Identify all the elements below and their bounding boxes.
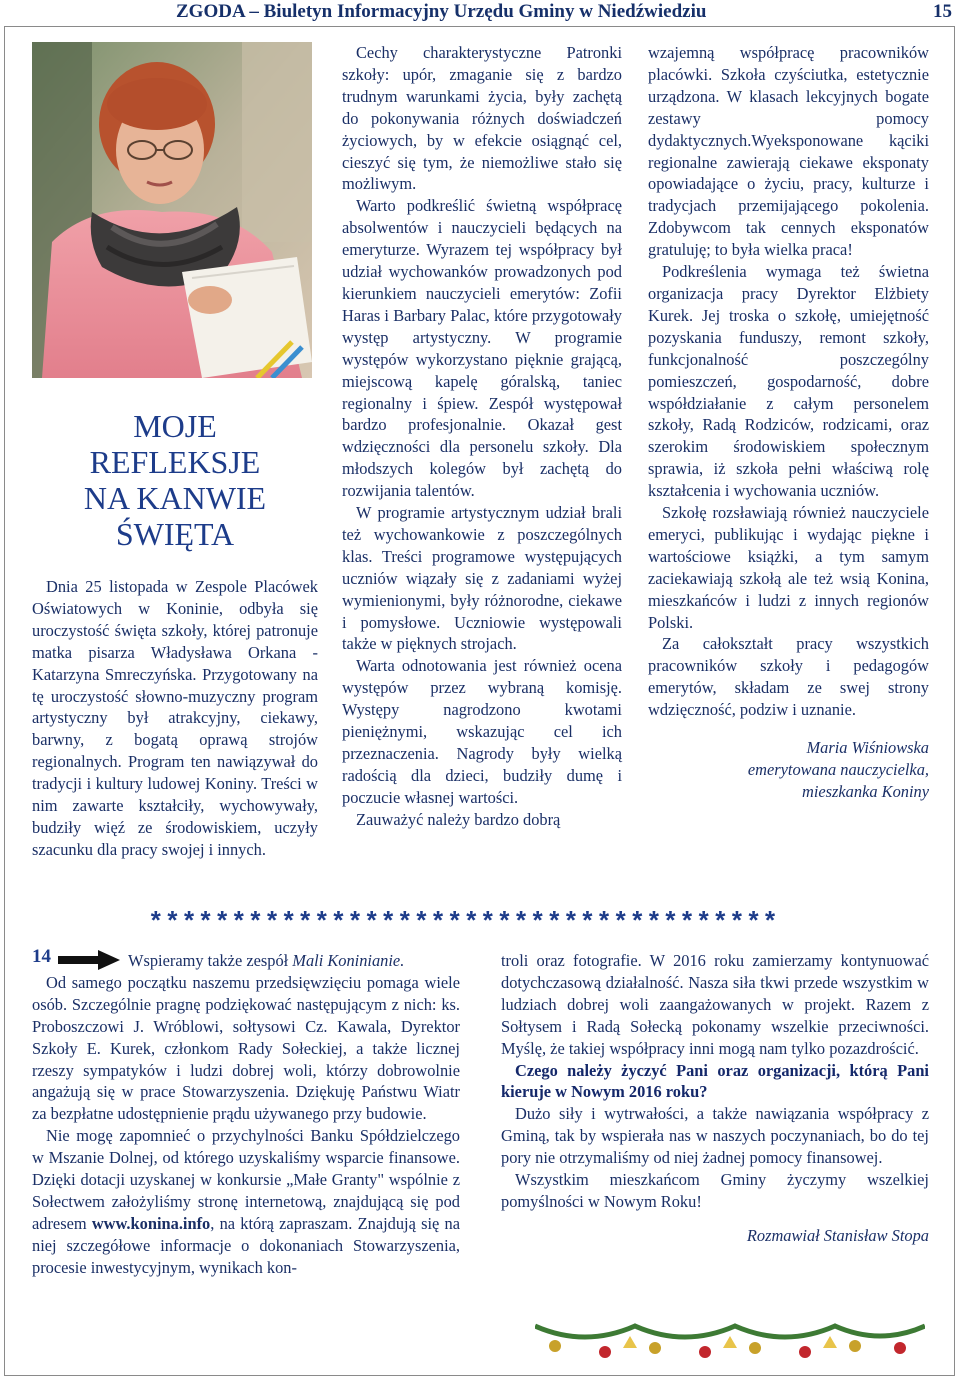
group-name: Mali Koninianie. <box>292 951 405 970</box>
paragraph-text: Nie mogę zapomnieć o przychylności Banku Spółdzielczego w Mszanie Dolnej, od którego uzyskaliśmy wsparcie finansowe. Dzięki dotacji uzyskanej w konkursie „Małe Granty" wspólnie z Sołectwem założyliśmy stronę internetową, znajdującą się pod adresem <box>32 1126 460 1233</box>
article-paragraph: Dnia 25 listopada w Zespole Placówek Oświatowych w Koninie, odbyła się uroczystość święta szkoły, której patronuje matka pisarza Władysława Orkana - Katarzyna Smreczyńska. Przygotowany na tę uroczystość słowno-muzyczny program artystyczny był atrakcyjny, ciekawy, barwny, z bogatą oprawą strojów regionalnych. Program ten nawiązywał do tradycji i kultury ludowej Koniny. Treści w nim zawarte kształciły, wychowywały, budziły więź ze środowiskiem, uczyły szacunku dla pracy swojej i innych. <box>32 577 318 859</box>
article-column-3 <box>648 42 929 803</box>
article-paragraph: Od samego początku naszemu przedsięwzięciu pomaga wiele osób. Szczególnie pragnę podziękować następującym z nich: ks. Proboszczowi J. Wróblowi, sołtysowi Cz. Kawala, Dyrektor Szkoły E. Kurek, członkom Rady Sołeckiej, a także licznej rzeszy sympatyków i ludzi dobrej woli, którzy dobrowolnie angażują się w prace Stowarzyszenia. Dziękuję Państwu Wiatr za bezpłatne udostępnienie prądu używanego przy budowie. <box>32 972 460 1124</box>
page-header <box>0 0 960 26</box>
continuation-column-right <box>501 950 929 1247</box>
article-paragraph: Warto podkreślić świetną współpracę absolwentów i nauczycieli będących na emeryturze. Wyrazem tej współpracy był udział wychowanków prowadzonych pod kierunkiem nauczycieli emerytów: Zofii Haras i Barbary Palac, które przygotowały występ artystyczny. W programie występów wykorzystano pięknie grającą, miejscową kapelę góralską, taniec regionalny i śpiew. Zespół występował bardzo profesjonalnie. Okazał gest wdzięczności dla personelu szkoły. Dla młodszych kolegów był zachętą do rozwijania talentów. <box>342 196 622 501</box>
article-column-2 <box>342 42 622 831</box>
star-separator: ************************************** <box>148 908 779 938</box>
signature-line: mieszkanka Koniny <box>801 781 929 801</box>
continued-from-page-number: 14 <box>32 946 51 967</box>
christmas-garland-icon <box>535 1318 925 1368</box>
article-paragraph: Podkreślenia wymaga też świetna organizacja pracy Dyrektor Elżbiety Kurek. Jej troska o szkołę, umiejętność pozyskania funduszy, remont szkoły, funkcjonalność poszczególny pomieszczeń, gospodarność, dobre współdziałanie z całym personelem szkoły, Radą Rodziców, rodzicami, oraz szerokim środowiskiem społecznym sprawia, iż szkoła pełni właściwą rolę kształcenia i wychowania uczniów. <box>648 262 929 501</box>
heading-line: ŚWIĘTA <box>115 516 235 552</box>
portrait-photo <box>32 42 312 378</box>
heading-line: REFLEKSJE <box>89 444 261 480</box>
heading-line: MOJE <box>133 408 217 444</box>
article-paragraph: Warta odnotowania jest również ocena występów przez wybraną komisję. Występy nagrodzono kwotami pieniężnymi, wskazując cel ich przeznaczenia. Nagrody były wielką radością dla dzieci, budziły dumę i poczucie własnej wartości. <box>342 656 622 807</box>
paragraph-text: , na którą zapraszam. Znajdują się na niej szczegółowe informacje o dokonaniach Stowarzyszenia, procesie inwestycyjnym, wynikach kon- <box>32 1213 460 1277</box>
article-paragraph: W programie artystycznym udział brali też wychowankowie z poszczególnych klas. Treści programowe występujących uczniów wiązały się z zadaniami wyżej wymienionymi, były różnorodne, ciekawe i pomysłowe. Uczniowie występowali także w pięknych strojach. <box>342 503 622 654</box>
article-signature <box>648 737 929 803</box>
continuation-column-left <box>32 950 460 1279</box>
article-paragraph: Za całokształt pracy wszystkich pracowników szkoły i pedagogów emerytów, składam ze swej strony wdzięczność, podziw i uznanie. <box>648 634 929 720</box>
article-paragraph: wzajemną współpracę pracowników placówki. Szkoła czyściutka, estetycznie urządzona. W klasach lekcyjnych bogate zestawy pomocy dydaktycznych.Wyeksponowane kąciki regionalne zawierają ciekawe eksponaty opowiadające o życiu, pracy, kulturze i tradycjach przemijającego pokolenia. Zdobywcom tak cennych eksponatów gratuluję; to była wielka praca! <box>648 43 929 260</box>
article-paragraph: Zauważyć należy bardzo dobrą <box>356 809 561 829</box>
article-paragraph: Cechy charakterystyczne Patronki szkoły: upór, zmaganie się z bardzo trudnym warunkami życia, były zachętą do pokonywania różnych doświadczeń życiowych, by w efekcie osiągnąć cel, cieszyć się tym, że niemożliwe stało się możliwym. <box>342 43 622 194</box>
article-paragraph: troli oraz fotografie. W 2016 roku zamierzamy kontynuować dotychczasową działalność. Nasza siła tkwi przede wszystkim w ludziach dobrej woli zaangażowanych w projekt. Razem z Sołtysem i Radą Sołecką pokonamy wszelkie przeciwności. Myślę, że takiej współpracy inni mogą nam tylko pozazdrościć. <box>501 951 929 1058</box>
interview-signature: Rozmawiał Stanisław Stopa <box>746 1225 929 1245</box>
paragraph-text: Wspieramy także zespół <box>128 951 293 970</box>
article-paragraph <box>32 1125 460 1278</box>
bulletin-title: ZGODA – Biuletyn Informacyjny Urzędu Gminy w Niedźwiedziu <box>176 1 707 22</box>
article-column-1 <box>32 576 318 861</box>
signature-line: Maria Wiśniowska <box>806 738 929 758</box>
interview-question: Czego należy życzyć Pani oraz organizacji, którą Pani kieruje w Nowym 2016 roku? <box>501 1060 929 1102</box>
signature-line: emerytowana nauczycielka, <box>747 760 929 779</box>
article-paragraph <box>32 950 460 972</box>
heading-line: NA KANWIE <box>83 480 267 516</box>
article-paragraph: Szkołę rozsławiają również nauczyciele emeryci, publikując i wydając piękne i wartościowe książki, a tym samym zaciekawiają szkołą ale też wsią Konina, mieszkańców i ludzi z innych regionów Polski. <box>648 503 929 632</box>
article-paragraph: Dużo siły i wytrwałości, a także nawiązania współpracy z Gminą, tak by wspierała nas w naszych poczynaniach, bo do tej pory nie otrzymaliśmy od niej żadnej pomocy finansowej. <box>501 1104 929 1168</box>
article-heading <box>32 408 318 552</box>
page-number: 15 <box>933 1 952 22</box>
article-paragraph: Wszystkim mieszkańcom Gminy życzymy wszelkiej pomyślności w Nowym Roku! <box>501 1170 929 1211</box>
website-link[interactable]: www.konina.info <box>91 1213 211 1233</box>
